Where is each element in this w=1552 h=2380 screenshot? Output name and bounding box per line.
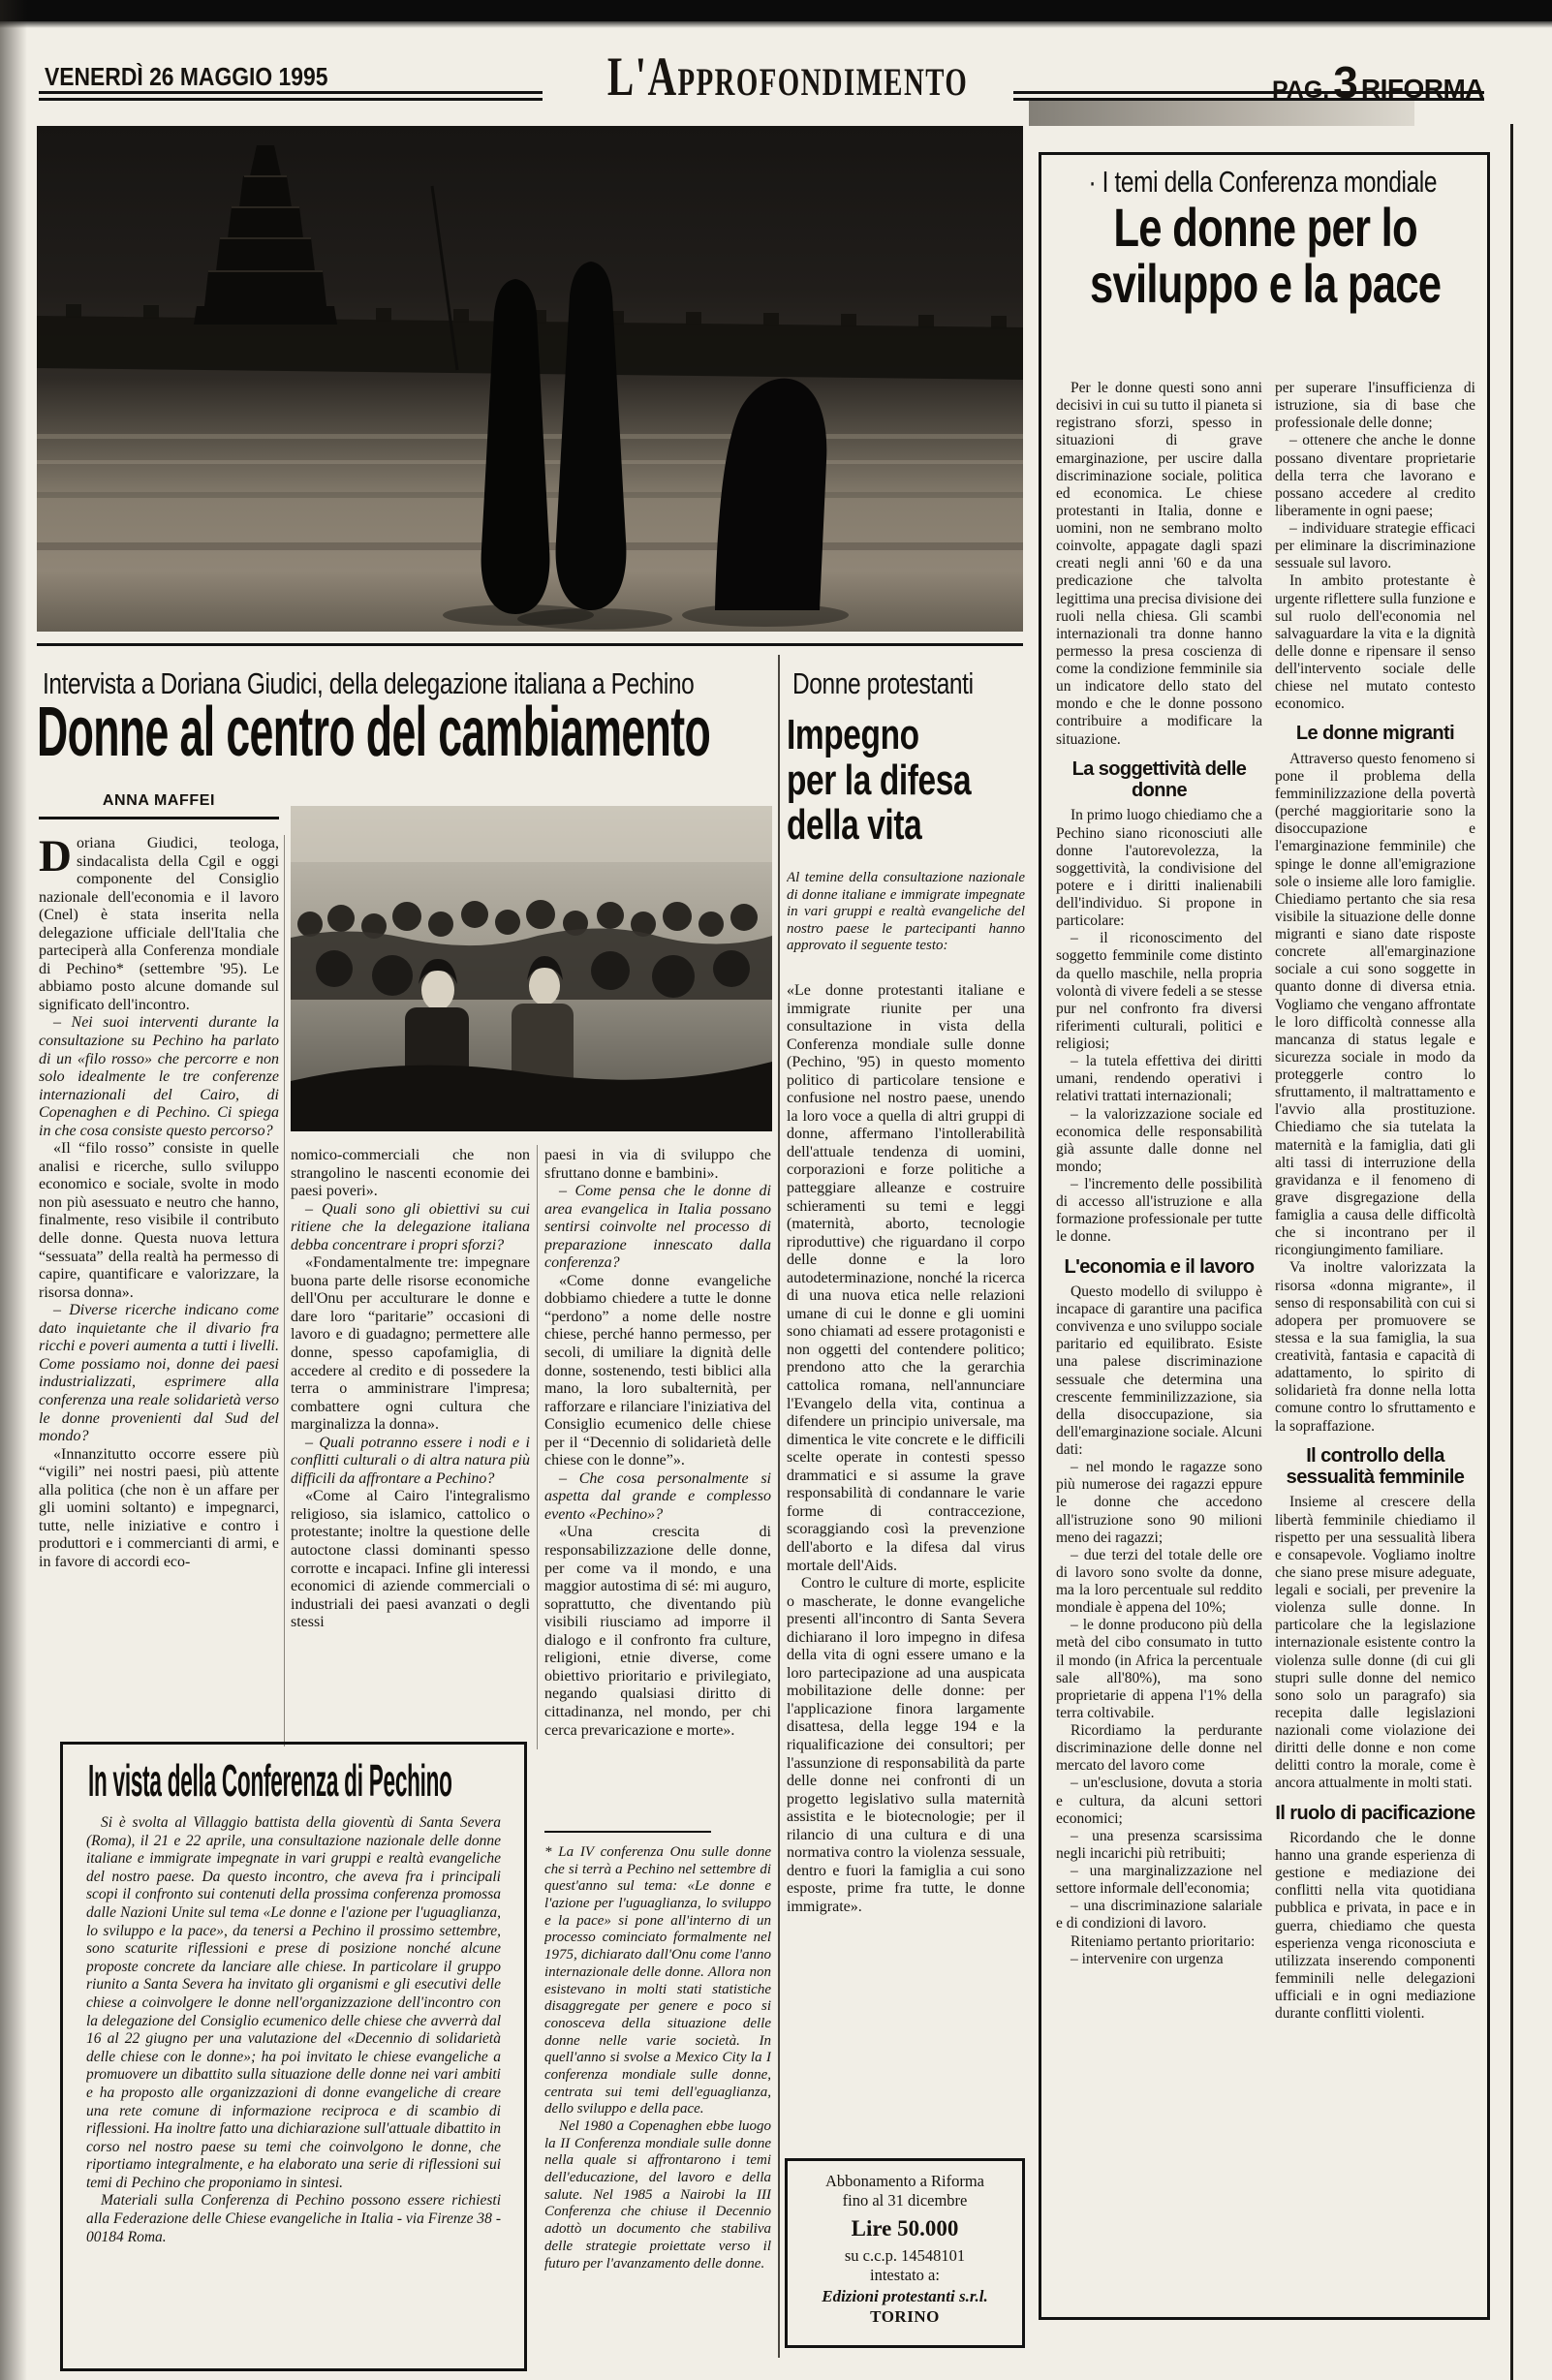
footnote-paragraph: Nel 1980 a Copenaghen ebbe luogo la II Conferenza mondiale sulle donne nella quale si affrontarono i temi dell'educazione, del lavoro e della salute. Nel 1985 a Nairobi la III Conferenza che chiuse il Decennio adottò un documento che stabiliva delle strategie proiettate verso il futuro per l'avanzamento delle donne. xyxy=(544,2118,771,2272)
photo-illustration xyxy=(37,126,1023,632)
subscription-title: Abbonamento a Riforma xyxy=(824,2172,985,2190)
question-paragraph: – Diverse ricerche indicano come dato inquietante che il divario fra ricchi e poveri aumenta a tutti i livelli. Come possiamo noi, donne dei paesi industrializzati, esprimere alla conferenza una reale solidarietà verso le donne provenienti dal Sud del mondo? xyxy=(39,1302,279,1445)
world-kicker: · I temi della Conferenza mondiale xyxy=(1088,165,1438,199)
section-rule xyxy=(37,643,1023,646)
issue-date: VENERDÌ 26 MAGGIO 1995 xyxy=(45,62,328,91)
statement-column xyxy=(787,982,1025,2131)
footnote-rule xyxy=(544,1831,711,1833)
question-paragraph: – Che cosa personalmente si aspetta dal grande e complesso evento «Pechino»? xyxy=(544,1469,771,1523)
list-item: – l'incremento delle possibilità di accesso all'istruzione e alla formazione professionale per tutte le donne. xyxy=(1056,1176,1262,1246)
headline-line: Impegno xyxy=(787,711,919,758)
paragraph: Attraverso questo fenomeno si pone il problema della femminilizzazione della povertà (perché maggioritarie sono la disoccupazione e l'emarginazione femminile) che spinge le donne all'emigrazione sole o insieme alle loro famiglie. Chiediamo pertanto che sia resa visibile la situazione delle donne migranti e siano date risposte concrete all'emarginazione sociale a cui sono soggette in quanto donne di diversa etnia. Vogliamo che vengano affrontate le loro difficoltà connesse alla mancanza di status legale e sicurezza sociale in modo da proteggerle contro lo sfruttamento, il maltrattamento e l'avvio alla prostituzione. Chiediamo che sia tutelata la maternità e la famiglia, dati gli alti tassi di interruzione della gravidanza e il fenomeno di grave disgregazione della famiglia a causa delle difficoltà che si incontrano per il ricongiungimento familiare. xyxy=(1275,750,1475,1259)
page-info xyxy=(1230,56,1484,108)
paragraph: Insieme al crescere della libertà femminile chiediamo il rispetto per una sessualità libera e consapevole. Vogliamo inoltre che siano prese misure adeguate, legali e sociali, per prevenire la violenza sulle donne. In particolare che la legislazione internazionale esistente contro la violenza sulle donne (di cui gli stupri sulle donne del nemico sono solo un paragrafo) sia recepita dalle legislazioni nazionali come violazione dei diritti delle donne e non come delitti contro la morale, come è ancora attualmente in molti stati. xyxy=(1275,1494,1475,1792)
list-item: – intervenire con urgenza xyxy=(1071,1950,1224,1967)
subscription-payee: Edizioni protestanti s.r.l. xyxy=(822,2286,988,2305)
section-masthead: L'Approfondimento xyxy=(606,46,969,108)
page-number: 3 xyxy=(1333,57,1357,108)
paragraph: Materiali sulla Conferenza di Pechino possono essere richiesti alla Federazione delle Chiese evangeliche in Italia - via Firenze 38 - 00184 Roma. xyxy=(86,2192,501,2245)
paragraph: Si è svolta al Villaggio battista della gioventù di Santa Severa (Roma), il 21 e 22 aprile, una consultazione nazionale delle donne italiane e immigrate impegnate in vari gruppi e realtà evangeliche del nostro paese. Da questo incontro, che aveva fra i principali scopi il confronto sui contenuti della prossima conferenza promossa dalle Nazioni Unite sul tema «Le donne e l'azione per l'uguaglianza, lo sviluppo e la pace», da tenersi a Pechino il prossimo settembre, sono scaturite riflessioni e prese di posizione nonché alcune proposte concrete da lanciare alle chiese. In particolare il gruppo riunito a Santa Severa ha invitato gli organismi e gli esecutivi delle chiese a coinvolgere le donne nell'organizzazione dell'incontro con la delegazione del Consiglio ecumenico delle chiese che avverrà dal 16 al 22 giugno per una valutazione del «Decennio di solidarietà delle chiese con le donne»; ha poi invitato le chiese evangeliche a promuovere un dibattito sulla situazione delle donne nei vari ambiti e ha proposto alle organizzazioni di donne evangeliche di creare una rete comune di informazione reciproca e di scambio di riflessioni. Ha inoltre fatto una dichiarazione sull'attuale dibattito in corso nel nostro paese su temi che coinvolgono le donne, che riportiamo integralmente, e ha elaborato una serie di riflessioni sui temi di Pechino che proponiamo in sintesi. xyxy=(86,1814,501,2191)
paragraph: Per le donne questi sono anni decisivi in cui su tutto il pianeta si registrano sforzi, spesso in situazioni di grave emarginazione, per uscire dalla discriminazione sociale, politica ed economica. Le chiese protestanti in Italia, donne e uomini, non ne sembrano molto coinvolte, appagate dagli spazi creati negli anni '60 e da una predicazione che talvolta legittima una precisa divisione dei ruoli nella chiesa. Gli scambi internazionali tra donne hanno permesso la presa coscienza di come la condizione femminile sia un indicatore dello stato del mondo e che le donne possono contribuire a modificare la situazione. xyxy=(1056,380,1262,748)
header-rule-left xyxy=(39,91,543,101)
paragraph: Contro le culture di morte, esplicite o mascherate, le donne evangeliche presenti all'incontro di Santa Severa dichiarano il loro impegno in difesa della vita di ogni essere umano e la loro partecipazione ad una auspicata mobilitazione delle donne: per l'applicazione finora largamente disattesa, della legge 194 e la riqualificazione dei consultori; per l'assunzione di responsabilità da parte delle donne nei confronti di un progetto legislativo sulla maternità assistita e le biotecnologie; per il rilancio di una cultura e di una normativa contro la violenza sessuale, dentro e fuori la famiglia a cui sono esposte, prime fra tutte, le donne immigrate». xyxy=(787,1575,1025,1915)
newspaper-brand: RIFORMA xyxy=(1360,74,1484,104)
headline-line: per la difesa xyxy=(787,756,972,804)
paragraph: «Una crescita di responsabilizzazione delle donne, per come va il mondo, e una maggior autostima di sé: mi auguro, soprattutto, che diventando più visibili riusciamo ad imporre il dialogo e il confronto fra culture, religioni, etnie diverse, come obiettivo prioritario e privilegiato, negando qualsiasi diritto di cittadinanza, nel mondo, per chi cerca prevaricazione e morte». xyxy=(544,1524,771,1739)
interview-column-1 xyxy=(39,835,279,1746)
box-text xyxy=(86,1814,501,2357)
subhead: Il ruolo di pacificazione xyxy=(1275,1802,1475,1824)
column-divider xyxy=(537,1145,538,1749)
question-paragraph: – Nei suoi interventi durante la consultazione su Pechino ha parlato di un «filo rosso» che percorre e non solo idealmente le tre conferenze internazionali del Cairo, di Copenaghen e di Pechino. Ci spiega in che cosa consiste questo percorso? xyxy=(39,1014,279,1139)
subscription-account: su c.c.p. 14548101 xyxy=(844,2246,966,2266)
list-item: – la tutela effettiva dei diritti umani, rendendo operativi i relativi trattati internazionali; xyxy=(1056,1053,1262,1105)
world-headline xyxy=(1044,197,1486,314)
subscription-box xyxy=(785,2158,1025,2348)
list-item: – individuare strategie efficaci per eliminare la discriminazione sessuale sul lavoro. xyxy=(1275,520,1475,572)
main-photo-veiled-women xyxy=(37,126,1023,632)
scan-edge-top xyxy=(0,0,1552,21)
interview-headline: Donne al centro del cambiamento xyxy=(37,694,711,771)
world-column-2 xyxy=(1275,380,1475,2305)
world-column-1 xyxy=(1056,380,1262,2305)
subhead: Il controllo della sessualità femminile xyxy=(1286,1444,1465,1489)
paragraph: Questo modello di sviluppo è incapace di garantire una pacifica convivenza e uno sviluppo sociale paritario ed equilibrato. Esiste una palese discriminazione sessuale che determina una crescente femminilizzazione, sia della disoccupazione, sia dell'emarginazione sociale. Alcuni dati: xyxy=(1056,1283,1262,1459)
list-item: – nel mondo le ragazze sono più numerose dei ragazzi eppure le donne che accedono all'istruzione sono 90 milioni meno dei ragazzi; xyxy=(1056,1459,1262,1546)
question-paragraph: – Quali potranno essere i nodi e i conflitti culturali o di altra natura più difficili da affrontare a Pechino? xyxy=(291,1434,530,1487)
list-item: – ottenere che anche le donne possano diventare proprietarie della terra che lavorano e possano accedere al credito liberamente in ogni paese; xyxy=(1275,432,1475,519)
paragraph: Riteniamo pertanto prioritario: xyxy=(1071,1932,1256,1950)
paragraph: «Il “filo rosso” consiste in quelle analisi e ricerche, sullo sviluppo economico e sociale, svolte in modo non più asessuato e neutro che hanno, finalmente, reso visibile il contributo delle donne. Questa nuova lettura “sessuata” della realtà ha permesso di capire, quantificare e valorizzare, la risorsa donna». xyxy=(39,1140,279,1301)
paragraph: per superare l'insufficienza di istruzione, sia di base che professionale delle donne; xyxy=(1275,380,1475,432)
column-divider xyxy=(284,835,285,1746)
subhead: Le donne migranti xyxy=(1295,723,1455,745)
list-item: – una discriminazione salariale e di condizioni di lavoro. xyxy=(1056,1898,1262,1932)
scan-edge-right-line xyxy=(1510,124,1513,2380)
scan-edge-fade xyxy=(0,21,1552,28)
paragraph: «Come donne evangeliche dobbiamo chiedere a tutte le donne “perdono” a nome delle nostre chiese, perché hanno permesso, per secoli, di umiliare la dignità delle donne, sostenendo, testi biblici alla mano, la loro subalternità, per rafforzare e rilanciare l'iniziativa del Consiglio ecumenico delle chiese per il “Decennio di solidarietà delle chiese con le donne”». xyxy=(544,1272,771,1469)
list-item: – la valorizzazione sociale ed economica delle responsabilità già assunte dalle donne nel mondo; xyxy=(1056,1105,1262,1175)
paragraph: «Le donne protestanti italiane e immigrate riunite per una consultazione in vista della Conferenza mondiale sulle donne (Pechino, '95) in questo momento politico di particolare tensione e confusione nel nostro paese, unendo la loro voce a quella di altri gruppi di donne, affermano l'intollerabilità dell'attuale tendenza di uomini, corporazioni e forze politiche a patteggiare alleanze e costruire schieramenti su temi e leggi (maternità, aborto, tecnologie riproduttive) che riguardano il corpo delle donne e la loro autodeterminazione, nonché la ricerca di una nuova etica nelle relazioni umane di cui le donne e gli uomini sono chiamati ad essere protagonisti e non oggetti del contendere politico; prendono atto che la gerarchia cattolica romana, nell'annunciare l'Evangelo della vita, continua a difendere un principio universale, ma dimentica le vite concrete e le difficili scelte operate in contesti spesso drammatici e si assume la grave responsabilità di condannare le varie forme di contraccezione, scoraggiando così la prevenzione dell'aborto e la difesa dal virus mortale dell'Aids. xyxy=(787,982,1025,1574)
subhead: L'economia e il lavoro xyxy=(1064,1255,1255,1278)
subscription-payee-label: intestato a: xyxy=(870,2266,940,2285)
interview-kicker: Intervista a Doriana Giudici, della delegazione italiana a Pechino xyxy=(43,666,695,700)
headline-line: della vita xyxy=(787,801,922,850)
question-paragraph: – Quali sono gli obiettivi su cui ritiene che la delegazione italiana debba concentrare i propri sforzi? xyxy=(291,1200,530,1253)
photo-illustration xyxy=(291,806,772,1131)
subscription-deadline: fino al 31 dicembre xyxy=(842,2191,968,2210)
paragraph: «Come al Cairo l'integralismo religioso, sia islamico, cattolico o protestante; inoltre la questione delle autoctone classi dominanti spesso corrotte e incapaci. Infine gli interessi economici di aziende commerciali o industriali dei paesi avanzati o degli stessi xyxy=(291,1488,530,1631)
list-item: – due terzi del totale delle ore di lavoro sono svolte da donne, ma la loro percentuale sul reddito mondiale è appena del 10%; xyxy=(1056,1546,1262,1617)
list-item: – le donne producono più della metà del cibo consumato in tutto il mondo (in Africa la percentuale sale all'80%), ma sono proprietarie di appena l'1% della terra coltivabile. xyxy=(1056,1617,1262,1721)
list-item: – una marginalizzazione nel settore informale dell'economia; xyxy=(1056,1863,1262,1898)
drop-cap: D xyxy=(39,835,72,881)
paragraph: paesi in via di sviluppo che sfruttano donne e bambini». xyxy=(544,1147,771,1182)
paragraph: «Fondamentalmente tre: impegnare buona parte delle risorse economiche dell'Onu per acculturare le donne e dare loro “paritarie” occasioni di lavoro e di guadagno; permettere alle donne, spesso capofamiglia, di accedere al credito e di possedere la terra o amministrare l'impresa; combattere ogni cultura che marginalizza la donna». xyxy=(291,1254,530,1434)
paragraph: In primo luogo chiediamo che a Pechino siano riconosciuti alle donne l'autorevolezza, la soggettività, la condivisione del potere e i diritti inalienabili dell'individuo. Si propone in particolare: xyxy=(1056,807,1262,930)
footnote xyxy=(544,1844,771,2369)
paragraph xyxy=(39,835,279,1014)
intro-paragraph: Al temine della consultazione nazionale di donne italiane e immigrate impegnate in vari gruppi e realtà evangeliche del nostro paese le partecipanti hanno approvato il seguente testo: xyxy=(787,870,1025,954)
byline: ANNA MAFFEI xyxy=(39,792,279,819)
headline-line: Le donne per lo xyxy=(1113,197,1417,258)
statement-headline xyxy=(787,713,1024,849)
list-item: – una presenza scarsissima negli incarichi più retribuiti; xyxy=(1056,1827,1262,1862)
statement-kicker: Donne protestanti xyxy=(792,666,974,700)
subhead: La soggettività delle donne xyxy=(1071,757,1247,802)
box-headline: In vista della Conferenza di Pechino xyxy=(88,1755,452,1806)
paragraph: nomico-commerciali che non strangolino le nascenti economie dei paesi poveri». xyxy=(291,1147,530,1200)
page-label: PAG. xyxy=(1271,77,1330,104)
paragraph: Va inoltre valorizzata la risorsa «donna migrante», il senso di responsabilità con cui si adopera per promuovere se stessa e la sua famiglia, la sua creatività, fantasia e capacità di adattamento, lo spirito di solidarietà fra donne nella lotta comune contro lo sfruttamento e la sopraffazione. xyxy=(1275,1259,1475,1435)
column-divider xyxy=(778,655,780,2358)
headline-line: sviluppo e la pace xyxy=(1090,252,1442,314)
paragraph: In ambito protestante è urgente riflettere sulla funzione e sul ruolo dell'economia nel salvaguardare la vita e la dignità delle donne e ripensare il senso dell'intervento sociale delle chiese nel mutato contesto economico. xyxy=(1275,572,1475,713)
paragraph-text: oriana Giudici, teologa, sindacalista della Cgil e oggi componente del Consiglio nazionale dell'economia e il lavoro (Cnel) è stata inserita nella delegazione ufficiale dell'Italia che parteciperà alla Conferenza mondiale di Pechino* (settembre '95). Le abbiamo posto alcune domande sul significato dell'incontro. xyxy=(39,835,279,1013)
scan-edge-left xyxy=(0,0,27,2380)
paragraph: «Innanzitutto occorre essere più “vigili” nei nostri paesi, più attente alla politica (che non è un affare per gli uomini soltanto) e impegnarci, tutte, nelle iniziative e contro i produttori e i commercianti di armi, e in favore di accordi eco- xyxy=(39,1445,279,1570)
subscription-price: Lire 50.000 xyxy=(851,2216,959,2241)
crowd-photo xyxy=(291,806,772,1131)
conference-box xyxy=(60,1742,527,2371)
statement-intro xyxy=(787,870,1025,978)
list-item: – un'esclusione, dovuta a storia e cultura, da alcuni settori economici; xyxy=(1056,1775,1262,1827)
question-paragraph: – Come pensa che le donne di area evangelica in Italia possano sentirsi coinvolte nel processo di preparazione innescato dalla conferenza? xyxy=(544,1183,771,1272)
paragraph: Ricordiamo la perdurante discriminazione delle donne nel mercato del lavoro come xyxy=(1056,1722,1262,1775)
interview-column-2 xyxy=(291,1147,530,1749)
paragraph: Ricordando che le donne hanno una grande esperienza di gestione e mediazione dei conflitti nella vita quotidiana pubblica e privata, in pace e in guerra, chiediamo che questa esperienza venga riconosciuta e utilizzata inserendo componenti femminili nelle delegazioni ufficiali e in ogni mediazione durante conflitti violenti. xyxy=(1275,1829,1475,2023)
footnote-paragraph: * La IV conferenza Onu sulle donne che si terrà a Pechino nel settembre di quest'anno sul tema: «Le donne e l'azione per l'uguaglianza, lo sviluppo e la pace» si pone all'interno di un processo cominciato formalmente nel 1975, dichiarato dall'Onu come l'anno internazionale delle donne. Allora non esistevano in molti stati statistiche disaggregate per genere e poco si conosceva della situazione delle donne nelle varie società. In quell'anno si svolse a Mexico City la I conferenza mondiale sulle donne, centrata sui temi dell'eguaglianza, dello sviluppo e della pace. xyxy=(544,1844,771,2117)
subscription-city: TORINO xyxy=(870,2306,940,2326)
interview-column-3 xyxy=(544,1147,771,1813)
list-item: – il riconoscimento del soggetto femminile come distinto da quello maschile, nella propria volontà di vivere fedeli a se stesse pur nel confronto fra diversi riferimenti culturali, politici e religiosi; xyxy=(1056,930,1262,1053)
